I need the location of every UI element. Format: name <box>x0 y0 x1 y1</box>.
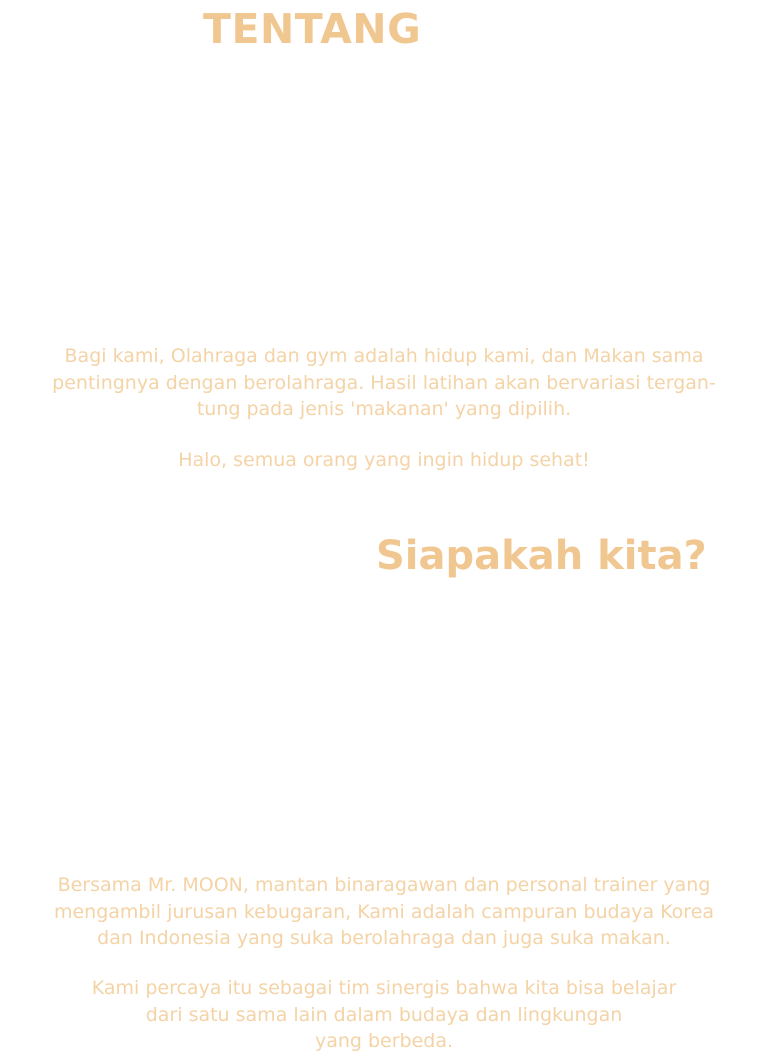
about-intro-paragraph <box>0 343 768 423</box>
who-description-line: dan Indonesia yang suka berolahraga dan juga suka makan. <box>97 927 671 949</box>
who-description-line: mengambil jurusan kebugaran, Kami adalah campuran budaya Korea <box>53 900 715 923</box>
who-belief-line: Kami percaya itu sebagai tim sinergis bahwa kita bisa belajar <box>91 977 677 999</box>
about-intro-line: pentingnya dengan berolahraga. Hasil latihan akan bervariasi tergan- <box>52 371 716 394</box>
who-belief-line: yang berbeda. <box>314 1030 454 1052</box>
who-belief-line: dari satu sama lain dalam budaya dan lingkungan <box>145 1003 623 1026</box>
about-greeting: Halo, semua orang yang ingin hidup sehat! <box>178 449 590 471</box>
who-description-paragraph <box>0 872 768 952</box>
who-description-line: Bersama Mr. MOON, mantan binaragawan dan personal trainer yang <box>57 874 711 896</box>
about-intro-line: tung pada jenis 'makanan' yang dipilih. <box>196 398 572 420</box>
about-intro-line: Bagi kami, Olahraga dan gym adalah hidup kami, dan Makan sama <box>64 345 704 367</box>
about-heading: TENTANG <box>203 5 422 53</box>
who-belief-paragraph <box>0 975 768 1055</box>
who-are-we-heading: Siapakah kita? <box>376 533 707 579</box>
